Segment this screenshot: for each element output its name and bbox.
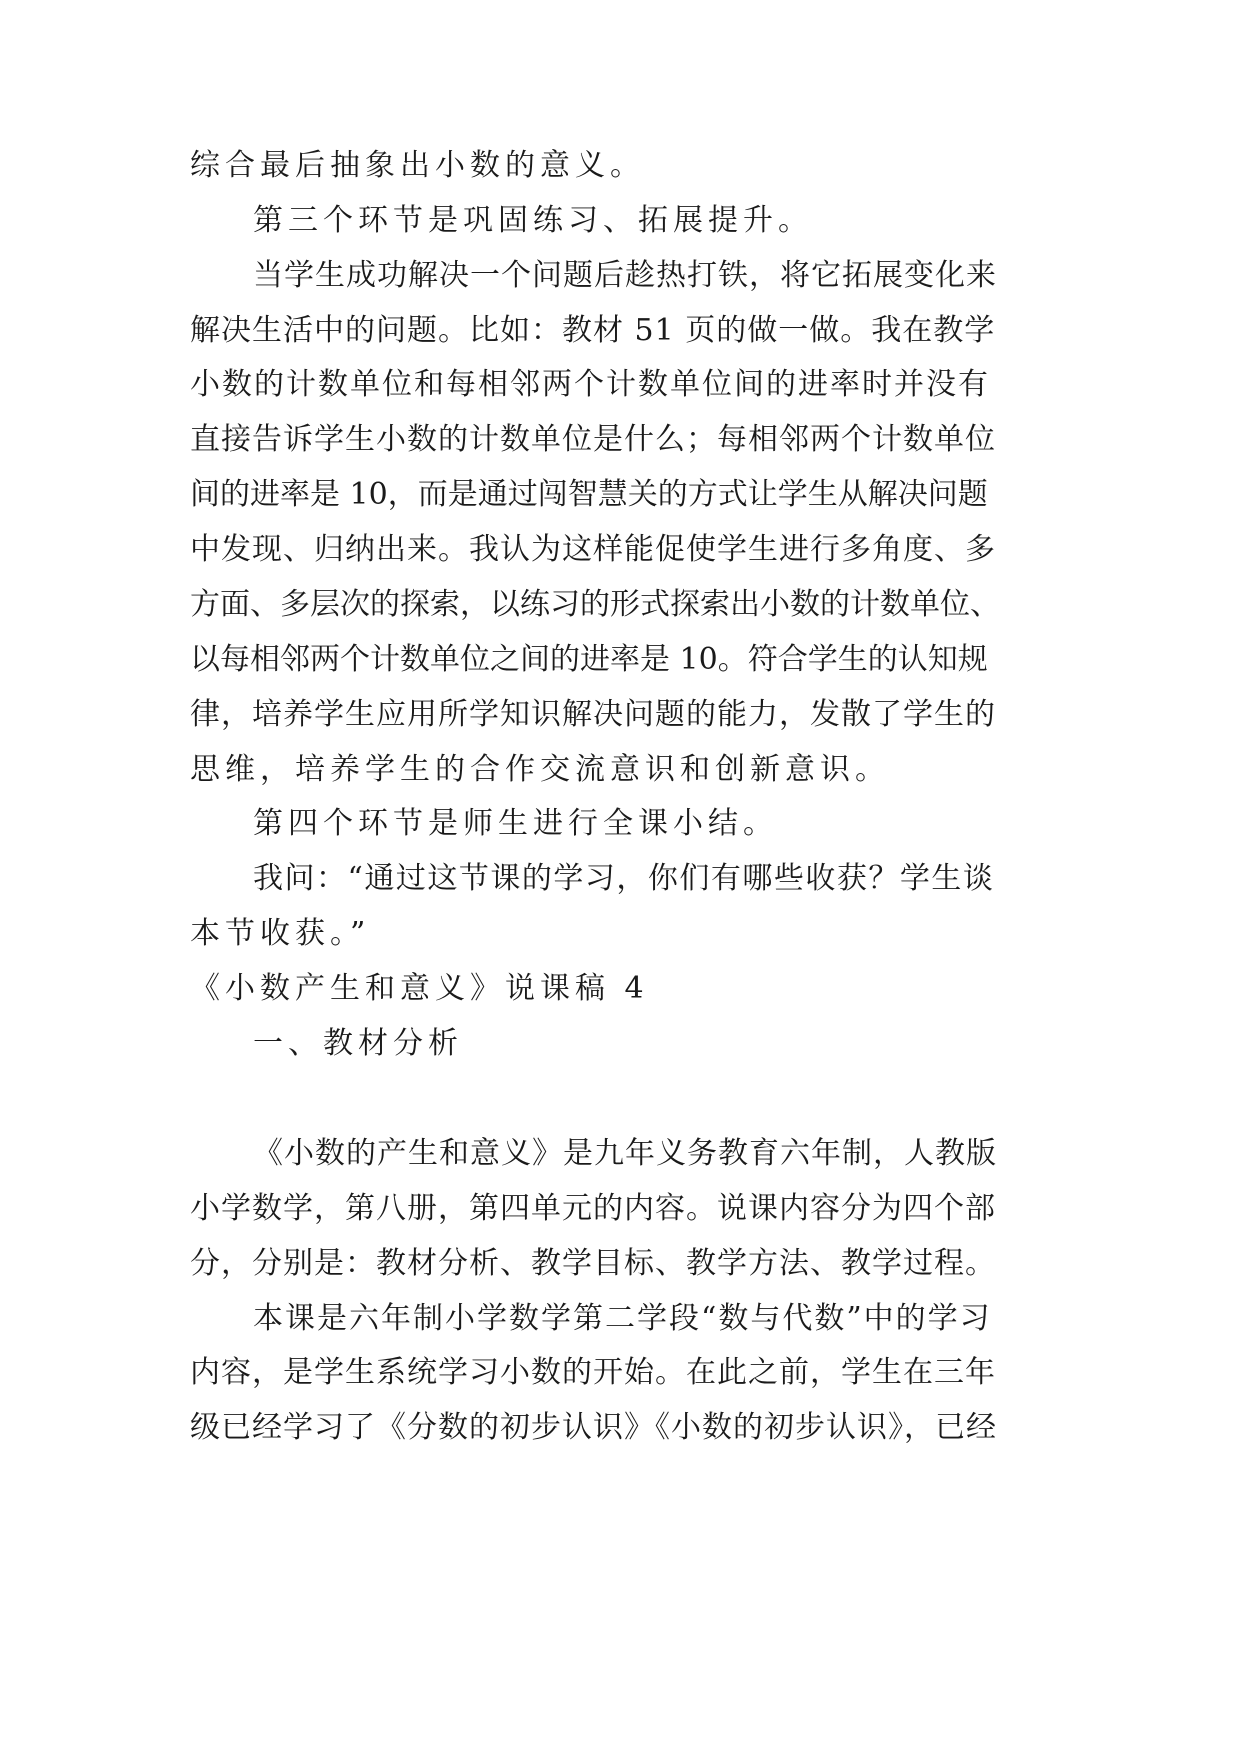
paragraph-line: 思维，培养学生的合作交流意识和创新意识。: [190, 752, 890, 787]
paragraph-line: 当学生成功解决一个问题后趁热打铁，将它拓展变化来: [253, 258, 997, 293]
paragraph-line: 本课是六年制小学数学第二学段“数与代数”中的学习: [253, 1301, 992, 1336]
paragraph-line: 直接告诉学生小数的计数单位是什么；每相邻两个计数单位: [190, 422, 996, 457]
paragraph-line: 方面、多层次的探索，以练习的形式探索出小数的计数单位、: [190, 587, 1000, 622]
paragraph-line: 内容，是学生系统学习小数的开始。在此之前，学生在三年: [190, 1355, 996, 1390]
paragraph-line: 分，分别是：教材分析、教学目标、教学方法、教学过程。: [190, 1246, 996, 1281]
paragraph-line: 第三个环节是巩固练习、拓展提升。: [253, 203, 813, 238]
paragraph-line: 第四个环节是师生进行全课小结。: [253, 806, 778, 841]
paragraph-line: 小数的计数单位和每相邻两个计数单位间的进率时并没有: [190, 367, 990, 402]
paragraph-line: 以每相邻两个计数单位之间的进率是 10。符合学生的认知规: [190, 642, 988, 677]
paragraph-line: 我问：“通过这节课的学习，你们有哪些收获？学生谈: [253, 861, 995, 896]
paragraph-line: 中发现、归纳出来。我认为这样能促使学生进行多角度、多: [190, 532, 996, 567]
paragraph-line: 本节收获。”: [190, 916, 371, 951]
paragraph-line: 解决生活中的问题。比如：教材 51 页的做一做。我在教学: [190, 313, 996, 348]
paragraph-line: 小学数学，第八册，第四单元的内容。说课内容分为四个部: [190, 1191, 996, 1226]
paragraph-line: 律，培养学生应用所学知识解决问题的能力，发散了学生的: [190, 697, 996, 732]
paragraph-line: 综合最后抽象出小数的意义。: [190, 148, 645, 183]
paragraph-line: 《小数的产生和意义》是九年义务教育六年制，人教版: [253, 1136, 997, 1171]
section-title: 《小数产生和意义》说课稿 4: [190, 971, 649, 1006]
paragraph-line: 级已经学习了《分数的初步认识》《小数的初步认识》，已经: [190, 1410, 997, 1445]
paragraph-line: 间的进率是 10，而是通过闯智慧关的方式让学生从解决问题: [190, 477, 988, 512]
section-heading: 一、教材分析: [253, 1026, 463, 1061]
